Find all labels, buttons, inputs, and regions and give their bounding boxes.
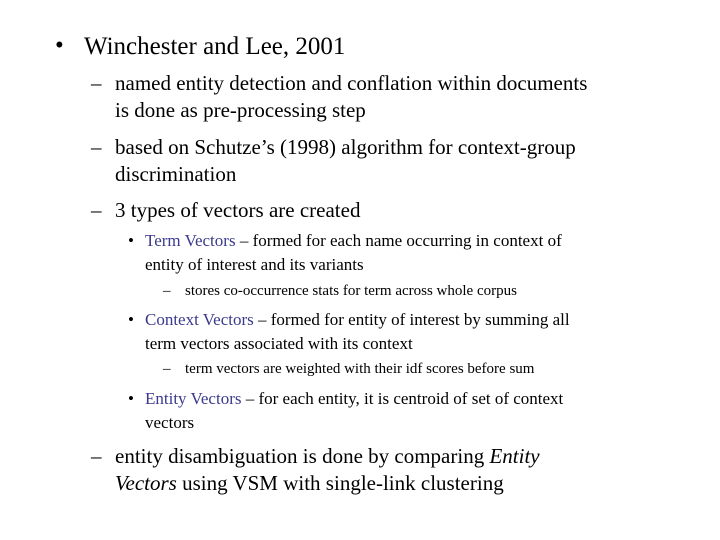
entity-vectors-line-2: vectors <box>145 413 195 432</box>
context-vectors-desc: – formed for entity of interest by summing all <box>253 310 570 329</box>
context-vectors-line-2: term vectors associated with its context <box>145 334 413 353</box>
term-vectors-desc: – formed for each name occurring in context of <box>235 231 562 250</box>
dash-icon: – <box>91 444 102 468</box>
entity-vectors-term: Entity Vectors <box>145 389 242 408</box>
item-4-rest: using VSM with single-link clustering <box>176 471 504 495</box>
entity-vectors-desc: – for each entity, it is centroid of set of context <box>241 389 564 408</box>
bullet-icon: • <box>128 389 134 408</box>
dash-icon: – <box>91 135 102 159</box>
item-4-em-entity: Entity <box>489 444 540 468</box>
context-vectors-line-1 <box>145 310 570 330</box>
dash-icon: – <box>163 283 171 299</box>
item-4-line-1 <box>115 444 540 469</box>
context-vectors-term: Context Vectors <box>145 310 254 329</box>
item-4-line-2 <box>115 471 504 496</box>
bullet-icon: • <box>55 32 64 59</box>
entity-vectors-line-1 <box>145 389 563 409</box>
bullet-icon: • <box>128 310 134 329</box>
bullet-icon: • <box>128 231 134 250</box>
item-4-em-vectors: Vectors <box>115 471 177 495</box>
item-3-line: 3 types of vectors are created <box>115 198 361 222</box>
dash-icon: – <box>91 71 102 95</box>
item-1-line-2: is done as pre-processing step <box>115 98 366 122</box>
dash-icon: – <box>163 361 171 377</box>
item-4-pre: entity disambiguation is done by comparing <box>115 444 490 468</box>
dash-icon: – <box>91 198 102 222</box>
term-vectors-term: Term Vectors <box>145 231 236 250</box>
term-vectors-line-1 <box>145 231 562 251</box>
context-vectors-sub: term vectors are weighted with their idf scores before sum <box>185 361 535 377</box>
item-2-line-1: based on Schutze’s (1998) algorithm for context-group <box>115 135 576 159</box>
term-vectors-sub: stores co-occurrence stats for term across whole corpus <box>185 283 517 299</box>
heading-winchester-lee: Winchester and Lee, 2001 <box>84 33 346 60</box>
term-vectors-line-2: entity of interest and its variants <box>145 255 364 274</box>
item-1-line-1: named entity detection and conflation within documents <box>115 71 588 95</box>
item-2-line-2: discrimination <box>115 162 237 186</box>
